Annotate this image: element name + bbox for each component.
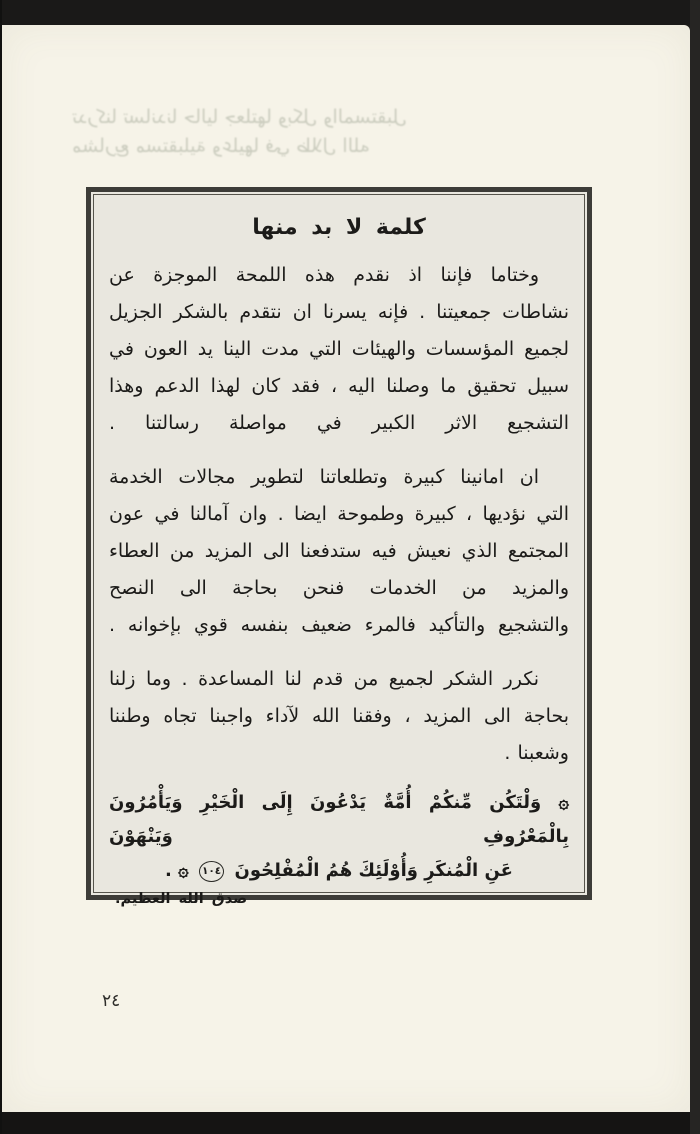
bleedthrough-text xyxy=(72,103,602,161)
paragraph xyxy=(109,661,569,772)
bleedthrough-line: تدركنا تساندنا حاليا جعلتها وبكل والمستقبل xyxy=(72,106,407,128)
paragraph-line: نكرر الشكر لجميع من قدم لنا المساعدة . وما زلنا xyxy=(109,668,539,690)
paragraph xyxy=(109,459,569,644)
paragraph-line: التي نؤديها ، كبيرة وطموحة ايضا . وان آمالنا في عون xyxy=(109,503,569,525)
paragraph-line: التشجيع الاثر الكبير في مواصلة رسالتنا . xyxy=(109,412,569,434)
body-paragraphs xyxy=(109,257,569,772)
verse-closing-ornament: ۞ . xyxy=(165,860,189,881)
attribution: صدق الله العظيم. xyxy=(115,891,248,907)
paragraph-line: بحاجة الى المزيد ، وفقنا الله لآداء واجبنا تجاه وطننا xyxy=(109,705,569,727)
quran-verse xyxy=(109,786,569,888)
scanner-frame-bottom xyxy=(0,1112,700,1134)
paragraph-line: وشعبنا . xyxy=(504,742,569,764)
bleedthrough-line: مشاريع مستقبلية وعليها في ظلال الله xyxy=(72,135,370,157)
paragraph-line: والتشجيع والتأكيد فالمرء ضعيف بنفسه قوي بإخوانه . xyxy=(109,614,569,636)
verse-line xyxy=(109,854,569,888)
scanner-frame-right xyxy=(690,0,700,1134)
paragraph-line: المجتمع الذي نعيش فيه ستدفعنا الى المزيد من العطاء xyxy=(109,540,569,562)
paragraph xyxy=(109,257,569,442)
scanner-frame-top xyxy=(0,0,700,25)
section-title: كلمة لا بد منها xyxy=(252,215,426,240)
scanned-book-page xyxy=(2,25,690,1112)
verse-text: عَنِ الْمُنكَرِ وَأُوْلَئِكَ هُمُ الْمُفْلِحُونَ xyxy=(234,860,513,881)
paragraph-line: لجميع المؤسسات والهيئات التي مدت الينا يد العون في xyxy=(109,338,569,360)
content-box-inner xyxy=(93,194,585,907)
paragraph-line: سبيل تحقيق ما وصلنا اليه ، فقد كان لهذا الدعم وهذا xyxy=(109,375,569,397)
paragraph-line: نشاطات جمعيتنا . فإنه يسرنا ان نتقدم بالشكر الجزيل xyxy=(109,301,569,323)
verse-line: ۞ وَلْتَكُن مِّنكُمْ أُمَّةٌ يَدْعُونَ إِلَى الْخَيْرِ وَيَأْمُرُونَ بِالْمَعْرُوفِ وَيَنْهَوْنَ xyxy=(109,792,569,847)
paragraph-line: والمزيد من الخدمات فنحن بحاجة الى النصح xyxy=(109,577,569,599)
content-box xyxy=(86,187,592,907)
page-number: ٢٤ xyxy=(102,991,121,1011)
verse-number-medallion: ١٠٤ xyxy=(199,861,224,882)
paragraph-line: وختاما فإننا اذ نقدم هذه اللمحة الموجزة عن xyxy=(109,264,539,286)
paragraph-line: ان امانينا كبيرة وتطلعاتنا لتطوير مجالات الخدمة xyxy=(109,466,539,488)
